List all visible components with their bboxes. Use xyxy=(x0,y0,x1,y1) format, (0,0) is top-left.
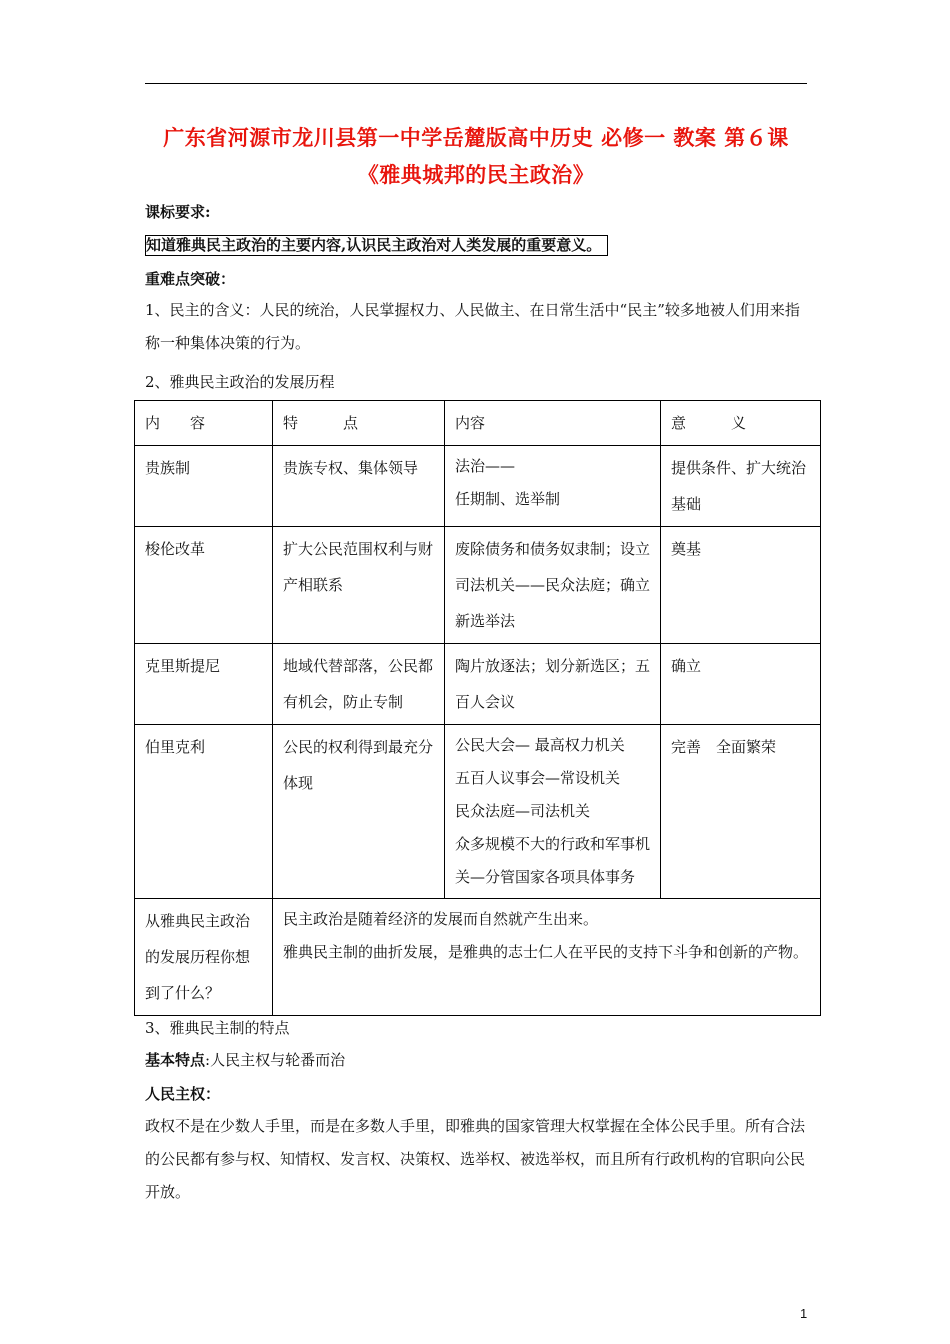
row-stage: 贵族制 xyxy=(135,446,273,527)
content-line: 五百人议事会—常设机关 xyxy=(455,769,621,787)
header-meaning: 意 义 xyxy=(661,401,821,446)
row-feature: 公民的权利得到最充分体现 xyxy=(273,725,445,899)
row-stage: 克里斯提尼 xyxy=(135,644,273,725)
reflection-line: 民主政治是随着经济的发展而自然就产生出来。 xyxy=(283,910,599,928)
reflection-question: 从雅典民主政治的发展历程你想到了什么？ xyxy=(135,899,273,1016)
header-rule xyxy=(145,83,807,84)
table-reflection-row xyxy=(135,899,821,1016)
content-line: 公民大会— 最高权力机关 xyxy=(455,736,625,754)
point2-heading: 2、雅典民主政治的发展历程 xyxy=(145,373,335,391)
sovereignty-heading: 人民主权： xyxy=(145,1085,221,1103)
sovereignty-para: 政权不是在少数人手里，而是在多数人手里，即雅典的国家管理大权掌握在全体公民手里。所有合法的公民都有参与权、知情权、发言权、决策权、选举权、被选举权，而且所有行政机构的官职向公民开放。 xyxy=(145,1117,806,1201)
row-content: 陶片放逐法；划分新选区；五百人会议 xyxy=(445,644,661,725)
standard-heading: 课标要求: xyxy=(145,203,211,221)
standard-box xyxy=(145,234,608,255)
row-feature: 贵族专权、集体领导 xyxy=(273,446,445,527)
row-meaning: 奠基 xyxy=(661,527,821,644)
row-feature: 地域代替部落，公民都有机会，防止专制 xyxy=(273,644,445,725)
row-content xyxy=(445,725,661,899)
row-feature: 扩大公民范围权利与财产相联系 xyxy=(273,527,445,644)
row-meaning: 完善 全面繁荣 xyxy=(661,725,821,899)
doc-title-line1: 广东省河源市龙川县第一中学岳麓版高中历史 必修一 教案 第６课 xyxy=(163,125,789,150)
header-stage: 内 容 xyxy=(135,401,273,446)
reflection-line: 雅典民主制的曲折发展，是雅典的志士仁人在平民的支持下斗争和创新的产物。 xyxy=(283,943,809,961)
header-feature: 特 点 xyxy=(273,401,445,446)
row-stage: 梭伦改革 xyxy=(135,527,273,644)
table-row xyxy=(135,527,821,644)
content-line: 法治—— xyxy=(455,457,516,475)
content-line: 众多规模不大的行政和军事机关—分管国家各项具体事务 xyxy=(455,835,651,886)
table-header-row xyxy=(135,401,821,446)
page-number: 1 xyxy=(800,1306,808,1321)
content-line: 任期制、选举制 xyxy=(455,490,561,508)
table-row xyxy=(135,644,821,725)
point3-heading: 3、雅典民主制的特点 xyxy=(145,1019,290,1037)
table-row xyxy=(135,725,821,899)
reflection-answer xyxy=(273,899,821,1016)
header-content: 内容 xyxy=(445,401,661,446)
basic-features xyxy=(145,1049,345,1070)
key-points-heading: 重难点突破： xyxy=(145,270,236,288)
standard-text: 知道雅典民主政治的主要内容,认识民主政治对人类发展的重要意义。 xyxy=(145,235,608,256)
row-stage: 伯里克利 xyxy=(135,725,273,899)
content-line: 民众法庭—司法机关 xyxy=(455,802,591,820)
table-row xyxy=(135,446,821,527)
basic-label: 基本特点 xyxy=(145,1051,206,1069)
doc-title-line2: 《雅典城邦的民主政治》 xyxy=(357,162,595,187)
point1-para: 1、民主的含义：人民的统治，人民掌握权力、人民做主、在日常生活中“民主”较多地被人们用来指称一种集体决策的行为。 xyxy=(145,301,800,352)
row-content xyxy=(445,446,661,527)
row-content: 废除债务和债务奴隶制；设立司法机关——民众法庭；确立新选举法 xyxy=(445,527,661,644)
row-meaning: 提供条件、扩大统治基础 xyxy=(661,446,821,527)
development-table xyxy=(134,400,821,1016)
row-meaning: 确立 xyxy=(661,644,821,725)
basic-text: :人民主权与轮番而治 xyxy=(205,1051,346,1069)
